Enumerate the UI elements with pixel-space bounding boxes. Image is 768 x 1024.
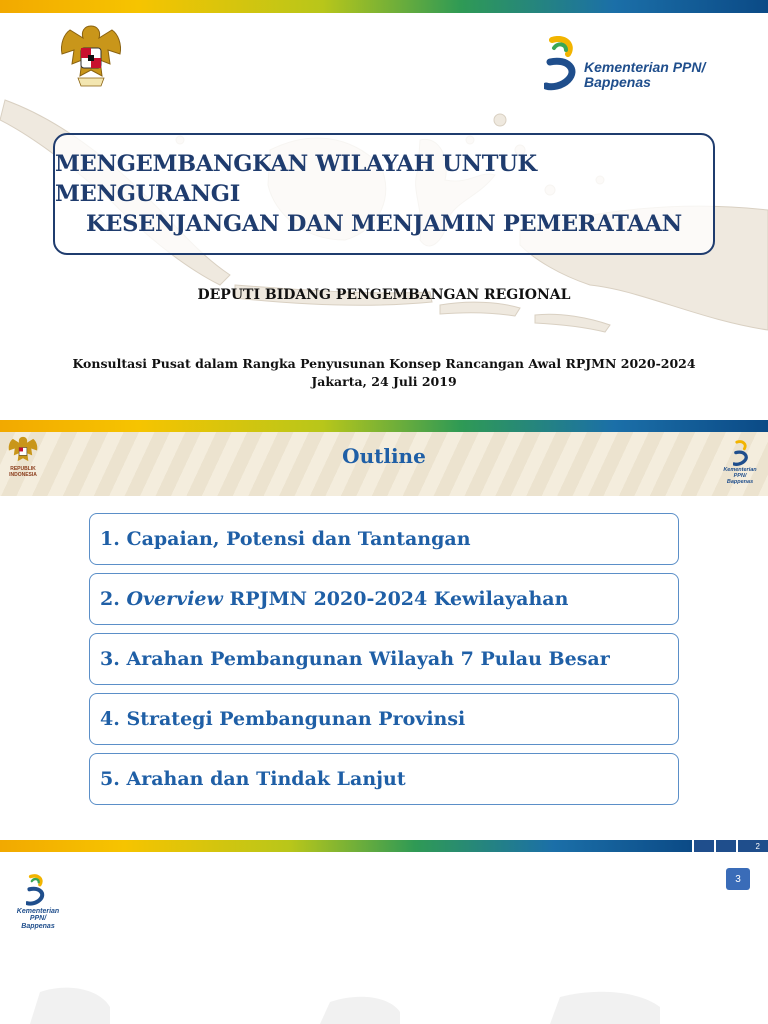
garuda-emblem-icon — [56, 20, 126, 96]
title-box — [53, 133, 715, 255]
page-number-3: 3 — [726, 868, 750, 890]
slide3-logo-line1: Kementerian PPN/ — [16, 908, 60, 923]
title-line1: MENGEMBANGKAN WILAYAH UNTUK MENGURANGI — [55, 151, 537, 207]
page-box-blank2 — [716, 840, 736, 852]
page-box-blank1 — [694, 840, 714, 852]
page-number-2: 2 — [738, 840, 768, 852]
outline-item-2[interactable] — [89, 573, 679, 625]
title-line2: KESENJANGAN DAN MENJAMIN PEMERATAAN — [86, 211, 682, 237]
small-bappenas-text — [718, 468, 762, 485]
top-color-stripe — [0, 0, 768, 13]
item-number: 1. — [100, 528, 120, 550]
logo-line1: Kementerian PPN/ — [584, 59, 706, 75]
emblem-caption-line1: REPUBLIK — [10, 466, 36, 472]
small-logo-line2: Bappenas — [726, 478, 754, 485]
slide3-bappenas-icon — [26, 874, 48, 908]
outline-title: Outline — [342, 444, 426, 468]
item-number: 2. — [100, 588, 120, 610]
outline-slide — [0, 420, 768, 852]
faint-map-background — [0, 962, 768, 1024]
item-number: 5. — [100, 768, 120, 790]
small-logo-line1: Kementerian PPN/ — [723, 467, 757, 479]
item-text: RPJMN 2020-2024 Kewilayahan — [229, 588, 569, 610]
item-italic-text: Overview — [126, 588, 223, 610]
outline-bottom-stripe — [0, 840, 692, 852]
outline-item-5[interactable] — [89, 753, 679, 805]
slide3-logo-text — [8, 908, 68, 930]
item-text: Arahan Pembangunan Wilayah 7 Pulau Besar — [126, 648, 610, 670]
item-text: Strategi Pembangunan Provinsi — [126, 708, 466, 730]
item-number: 4. — [100, 708, 120, 730]
slide3-logo-line2: Bappenas — [21, 922, 55, 930]
small-bappenas-icon — [733, 440, 751, 468]
outline-top-stripe — [0, 420, 768, 432]
bappenas-logo-icon — [544, 36, 582, 94]
outline-item-3[interactable] — [89, 633, 679, 685]
consultation-line2: Jakarta, 24 Juli 2019 — [311, 374, 457, 389]
consultation-line1: Konsultasi Pusat dalam Rangka Penyusunan Konsep Rancangan Awal RPJMN 2020-2024 — [72, 356, 696, 371]
item-number: 3. — [100, 648, 120, 670]
deputy-label: DEPUTI BIDANG PENGEMBANGAN REGIONAL — [197, 287, 571, 303]
title-slide — [0, 0, 768, 420]
item-text: Arahan dan Tindak Lanjut — [126, 768, 406, 790]
next-slide-preview — [0, 852, 768, 1024]
outline-item-4[interactable] — [89, 693, 679, 745]
outline-item-1[interactable] — [89, 513, 679, 565]
consultation-caption — [0, 355, 768, 391]
logo-line2: Bappenas — [584, 73, 651, 90]
emblem-caption-line2: INDONESIA — [9, 472, 37, 478]
item-text: Capaian, Potensi dan Tantangan — [126, 528, 471, 550]
